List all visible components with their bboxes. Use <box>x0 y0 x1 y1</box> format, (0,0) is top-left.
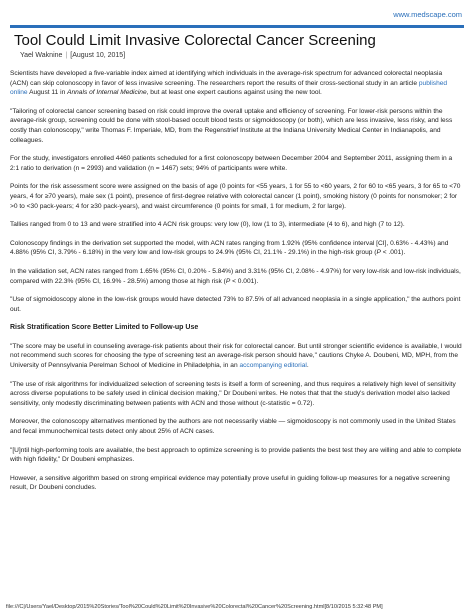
byline: Yael Waknine | [August 10, 2015] <box>20 52 126 59</box>
editorial-link[interactable]: accompanying editorial <box>239 362 307 370</box>
site-url[interactable]: www.medscape.com <box>393 10 462 19</box>
paragraph-best-approach: "[U]ntil high-performing tools are available, the best approach to optimize screening is to provide patients the best test they are willing and able to complete with high fidelity," Dr Doubeni emphasizes. <box>10 446 462 464</box>
paragraph-sigmoidoscopy: "Use of sigmoidoscopy alone in the low-risk groups would have detected 73% to 87.5% of all advanced neoplasia in a single application," the authors point out. <box>10 296 461 313</box>
text-span: In the validation set, ACN rates ranged from 1.65% (95% CI, 0.20% - 5.84%) and 3.31% (95% CI, 2.08% - 4.97%) for very low-risk and low-risk individuals, compared with 22.3% (95% CI, 16.9% - 28.5%) among those at high risk ( <box>10 267 461 285</box>
article-body <box>10 69 462 502</box>
published-online-link[interactable]: published online <box>10 79 448 97</box>
text-span: < 0.001). <box>230 277 259 285</box>
text-span: . <box>306 362 309 370</box>
text-span: Scientists have developed a five-variable index aimed at identifying which individuals in the average-risk spectrum for advanced colorectal neoplasia (ACN) can skip colonoscopy in favor of less invasive screening. The researchers report the results of their cross-sectional study in an article <box>10 70 443 87</box>
text-span: < .001). <box>380 249 406 257</box>
paragraph-validation <box>10 267 462 286</box>
journal-name: Annals of Internal Medicine <box>67 89 147 97</box>
paragraph-tallies: Tallies ranged from 0 to 13 and were stratified into 4 ACN risk groups: very low (0), low (1 to 3), intermediate (4 to 6), and high (7 to 12). <box>10 221 405 229</box>
header-rule <box>10 25 464 28</box>
text-span: , but at least one expert cautions against using the new tool. <box>146 89 322 97</box>
text-span: August 11 in <box>27 89 68 97</box>
publish-date: August 10, 2015 <box>72 52 124 59</box>
section-heading: Risk Stratification Score Better Limited to Follow-up Use <box>10 324 199 332</box>
author-name: Yael Waknine <box>20 52 63 59</box>
p-value-symbol: P <box>225 277 231 285</box>
paragraph-intro <box>10 69 462 98</box>
paragraph-conclusion: However, a sensitive algorithm based on strong empirical evidence may potentially prove useful in guiding follow-up measures for a negative screening result, Dr Doubeni concludes. <box>10 474 450 492</box>
file-path-footer: file:///C|/Users/Yael/Desktop/2015%20Stories/Tool%20Could%20Limit%20Invasive%20Colorectal%20Cancer%20Screening.html[8/10/2015 5:32:48 PM] <box>6 604 383 610</box>
paragraph-doubeni-quote <box>10 342 462 371</box>
paragraph-risk-algorithms: "The use of risk algorithms for individualized selection of screening tests is itself a form of screening, and thus requires a relatively high level of sensitivity across diverse populations to be safely used in clinical decision making," Dr Doubeni writes. He notes that that the study's derivation model also lacked sensitivity, only modestly discriminating between patients with ACN and those without (c-statistic = 0.72). <box>10 380 456 407</box>
paragraph-study-design: For the study, investigators enrolled 4460 patients scheduled for a first colonoscopy between December 2004 and September 2011, assigning them in a 2:1 ratio to derivation (n = 2993) and validation (n = 1467) sets; 94% of participants were white. <box>10 155 453 172</box>
paragraph-alternatives: Moreover, the colonoscopy alternatives mentioned by the authors are not necessarily viable — sigmoidoscopy is not commonly used in the United States and fecal immunochemical tests detect only about 25% of ACN cases. <box>10 418 456 436</box>
paragraph-points: Points for the risk assessment score were assigned on the basis of age (0 points for <55 years, 1 for 55 to <60 years, 2 for 60 to <65 years, 3 for 65 to <70 years, 4 for ≥70 years), male sex (1 point), presence of first-degree relative with colorectal cancer (1 point), smoking history (0 points for nonsmoker; 2 for >0 to <30 pack-years; 4 for ≥30 pack-years), and waist circumference (0 points for small, 1 for medium, 2 for large). <box>10 183 461 210</box>
text-span: "The score may be useful in counseling average-risk patients about their risk for colorectal cancer. But until stronger scientific evidence is available, I would not recommend such scores for choosing the type of screening test an average-risk person should have," cautions Chyke A. Doubeni, MD, MPH, from the University of Pennsylvania Perelman School of Medicine in Philadelphia, in an <box>10 342 462 370</box>
paragraph-quote-imperiale: "Tailoring of colorectal cancer screening based on risk could improve the overall uptake and efficiency of screening. For lower-risk persons within the average-risk group, screening could be done with stool-based occult blood tests or sigmoidoscopy (or both), which are less invasive, less risky, and less costly than colonoscopy," write Thomas F. Imperiale, MD, from the Regenstrief Institute at the Indiana University Medical Center in Indianapolis, and colleagues. <box>10 107 453 144</box>
paragraph-derivation <box>10 239 462 258</box>
byline-separator: | <box>65 52 68 59</box>
text-span: Colonoscopy findings in the derivation set supported the model, with ACN rates ranging from 1.92% (95% confidence interval [CI], 0.63% - 4.43%) and 4.88% (95% CI, 3.79% - 6.18%) in the very low and low-risk groups to 24.9% (95% CI, 21.1% - 29.1%) in the high-risk group ( <box>10 239 449 257</box>
p-value-symbol: P <box>376 249 381 257</box>
article-title: Tool Could Limit Invasive Colorectal Cancer Screening <box>14 32 376 49</box>
